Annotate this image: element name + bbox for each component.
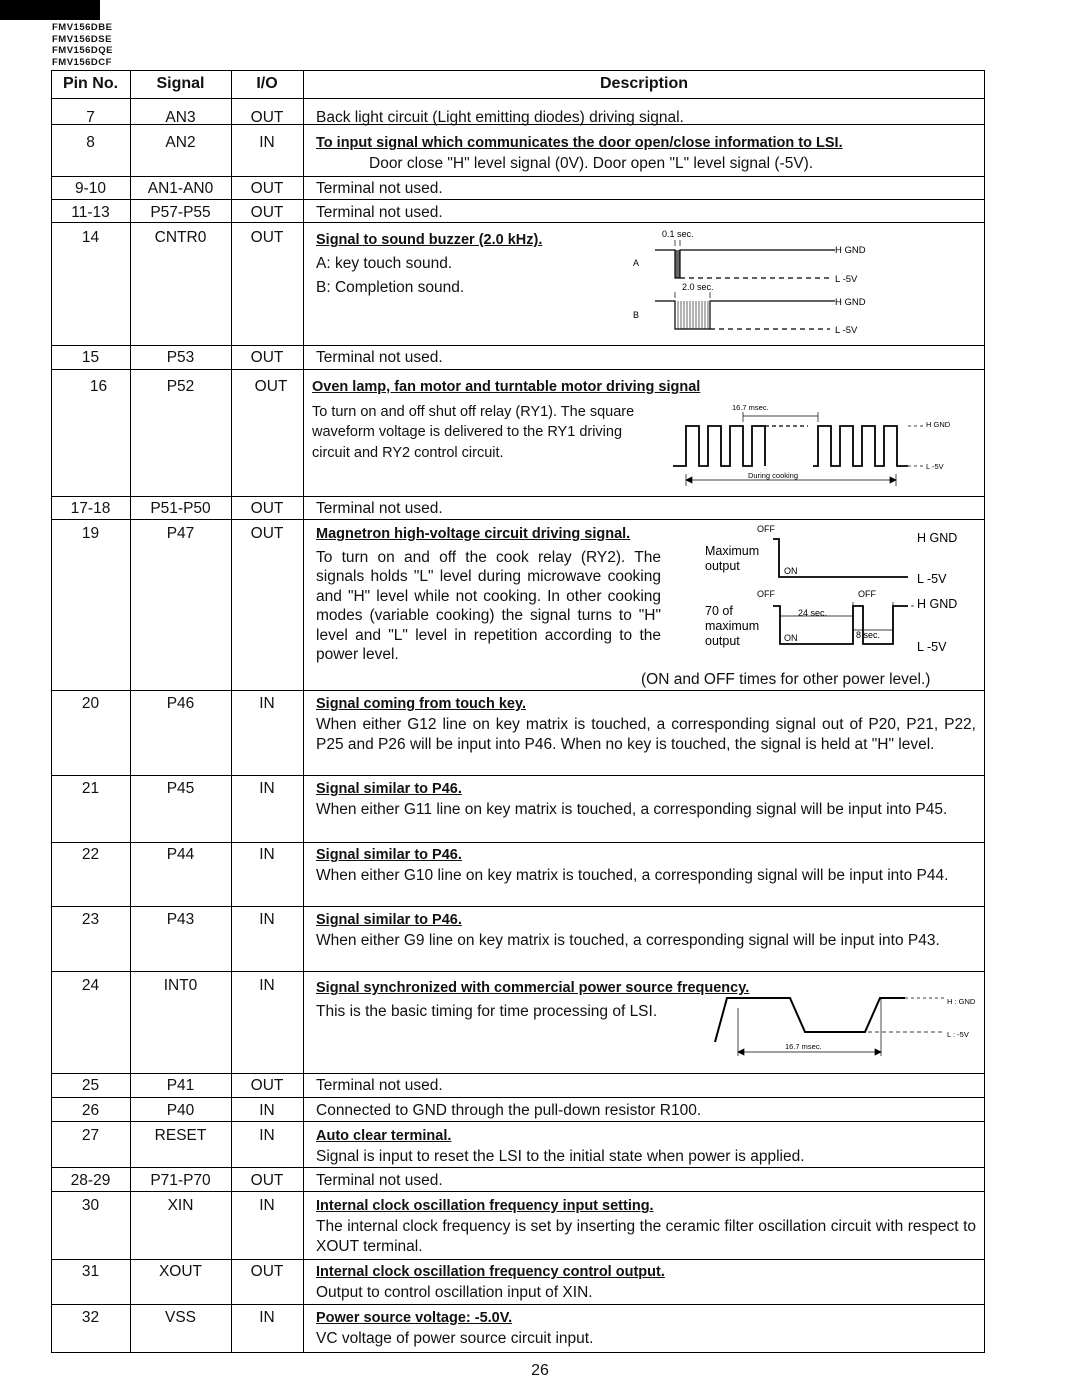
description-text: A: key touch sound. xyxy=(316,255,453,272)
off-label: OFF xyxy=(858,589,876,599)
description-title: To input signal which communicates the door open/close information to LSI. xyxy=(316,135,843,151)
description-title: Signal coming from touch key. xyxy=(316,696,527,712)
io-direction: IN xyxy=(259,1197,275,1214)
description-title: Oven lamp, fan motor and turntable motor driving signal xyxy=(312,379,701,395)
pin-number: 32 xyxy=(81,1309,100,1326)
description-title: Auto clear terminal. xyxy=(316,1128,452,1144)
level-l-5v: L : -5V xyxy=(947,1030,969,1039)
io-direction: IN xyxy=(259,1309,275,1326)
row-divider xyxy=(51,906,985,907)
signal-name: P71-P70 xyxy=(150,1172,211,1189)
row-divider xyxy=(51,369,985,370)
signal-name: P51-P50 xyxy=(150,500,211,517)
signal-name: P46 xyxy=(166,695,195,712)
io-direction: OUT xyxy=(250,229,284,246)
signal-name: P57-P55 xyxy=(150,204,211,221)
model-code: FMV156DBE xyxy=(52,22,113,33)
row-divider xyxy=(51,345,985,346)
description-text: When either G12 line on key matrix is touched, a corresponding signal out of P20, P21, P22, P25 and P26 will be input into P46. When no key is touched, the signal is held at "H" level. xyxy=(316,715,976,753)
pin-number: 31 xyxy=(81,1263,100,1280)
pin-number: 7 xyxy=(86,109,95,126)
description-text: Connected to GND through the pull-down resistor R100. xyxy=(316,1102,702,1119)
description-text: Back light circuit (Light emitting diodes) driving signal. xyxy=(316,109,684,126)
off-label: OFF xyxy=(757,524,775,534)
off-label: OFF xyxy=(757,589,775,599)
model-list xyxy=(52,22,113,68)
level-h-gnd: H GND xyxy=(835,297,866,308)
description-title: Signal similar to P46. xyxy=(316,912,462,928)
description-title: Magnetron high-voltage circuit driving signal. xyxy=(316,526,631,542)
io-direction: IN xyxy=(259,134,275,151)
pin-number: 11-13 xyxy=(71,204,110,221)
on-label: ON xyxy=(784,633,798,643)
signal-name: INT0 xyxy=(163,977,198,994)
pin-number: 8 xyxy=(86,134,95,151)
io-direction: OUT xyxy=(254,378,288,395)
duration-24-label: 24 sec. xyxy=(798,608,828,618)
level-l-5v: L -5V xyxy=(835,325,858,336)
io-direction: OUT xyxy=(250,500,284,517)
maximum-label: maximum xyxy=(705,619,760,633)
io-direction: IN xyxy=(259,846,275,863)
model-code: FMV156DCF xyxy=(52,56,112,68)
column-divider xyxy=(303,70,304,1353)
oven-during-cooking-label: During cooking xyxy=(748,471,799,480)
row-divider xyxy=(51,1167,985,1168)
io-direction: OUT xyxy=(250,1263,284,1280)
io-direction: OUT xyxy=(250,1077,284,1094)
int0-period-label: 16.7 msec. xyxy=(785,1042,822,1051)
level-h-gnd: H GND xyxy=(926,420,951,429)
row-divider xyxy=(51,1304,985,1305)
description-text: Terminal not used. xyxy=(316,349,443,366)
buzzer-label-b: B xyxy=(633,310,640,320)
pin-number: 22 xyxy=(81,846,100,863)
description-text: To turn on and off the cook relay (RY2). The signals holds "L" level during microwave cooking and "H" level while not cooking. In other cooking modes (variable cooking) the signal turns to "H" level and "L" level in repetition according to the power level. xyxy=(316,548,661,663)
description-text: Terminal not used. xyxy=(316,204,443,221)
description-title: Signal to sound buzzer (2.0 kHz). xyxy=(316,232,543,248)
row-divider xyxy=(51,775,985,776)
io-direction: IN xyxy=(259,1127,275,1144)
level-l-5v: L -5V xyxy=(917,640,947,654)
pin-number: 21 xyxy=(81,780,100,797)
description-title: Signal similar to P46. xyxy=(316,781,462,797)
pin-number: 9-10 xyxy=(74,180,107,197)
model-code: FMV156DQE xyxy=(52,45,113,56)
pin-number: 19 xyxy=(81,525,100,542)
description-text: VC voltage of power source circuit input. xyxy=(316,1329,594,1347)
description-title: Internal clock oscillation frequency control output. xyxy=(316,1264,665,1280)
int0-waveform-diagram xyxy=(705,990,980,1056)
pin-number: 17-18 xyxy=(70,500,111,517)
output-label: output xyxy=(705,634,740,648)
header-pin: Pin No. xyxy=(62,75,119,92)
row-divider xyxy=(51,1259,985,1260)
description-text: Terminal not used. xyxy=(316,180,443,197)
description-text: The internal clock frequency is set by inserting the ceramic filter oscillation circuit with respect to XOUT terminal. xyxy=(316,1217,976,1255)
row-divider xyxy=(51,496,985,497)
signal-name: AN1-AN0 xyxy=(147,180,214,197)
row-divider xyxy=(51,971,985,972)
description-text: To turn on and off shut off relay (RY1). The square waveform voltage is delivered to the RY1 driving circuit and RY2 control circuit. xyxy=(312,403,635,461)
oven-period-label: 16.7 msec. xyxy=(732,403,769,412)
description-text: When either G9 line on key matrix is touched, a corresponding signal will be input into P43. xyxy=(316,931,940,949)
signal-name: P43 xyxy=(166,911,195,928)
pin-number: 23 xyxy=(81,911,100,928)
header-description: Description xyxy=(599,75,688,92)
level-l-5v: L -5V xyxy=(917,572,947,586)
duration-8-label: 8 sec. xyxy=(856,630,881,640)
level-l-5v: L -5V xyxy=(926,462,944,471)
signal-name: XOUT xyxy=(158,1263,203,1280)
row-divider xyxy=(51,1097,985,1098)
description-text: Terminal not used. xyxy=(316,1077,443,1094)
page-number: 26 xyxy=(531,1362,549,1379)
pin-number: 24 xyxy=(81,977,100,994)
output-label: output xyxy=(705,559,740,573)
maximum-label: Maximum xyxy=(705,544,760,558)
row-divider xyxy=(51,690,985,691)
description-text: B: Completion sound. xyxy=(316,279,465,296)
signal-name: RESET xyxy=(154,1127,207,1144)
pin-number: 15 xyxy=(81,349,100,366)
model-code: FMV156DSE xyxy=(52,33,112,45)
signal-name: P44 xyxy=(166,846,195,863)
signal-name: P52 xyxy=(166,378,195,395)
buzzer-waveform-diagram xyxy=(620,226,890,338)
pin-number: 28-29 xyxy=(70,1172,111,1189)
signal-name: P47 xyxy=(166,525,195,542)
signal-name: VSS xyxy=(164,1309,196,1326)
buzzer-time-a: 0.1 sec. xyxy=(662,229,694,239)
level-h-gnd: H : GND xyxy=(947,997,976,1006)
pin-number: 25 xyxy=(81,1077,100,1094)
description-text: Output to control oscillation input of XIN. xyxy=(316,1283,593,1301)
description-text: Signal is input to reset the LSI to the initial state when power is applied. xyxy=(316,1147,805,1165)
pin-number: 20 xyxy=(81,695,100,712)
on-label: ON xyxy=(784,566,798,576)
description-text: When either G10 line on key matrix is touched, a corresponding signal will be input into P44. xyxy=(316,866,949,884)
signal-name: P53 xyxy=(166,349,195,366)
description-title: Signal similar to P46. xyxy=(316,847,462,863)
description-title: Internal clock oscillation frequency input setting. xyxy=(316,1198,654,1214)
io-direction: OUT xyxy=(250,349,284,366)
level-h-gnd: H GND xyxy=(917,597,958,611)
io-direction: IN xyxy=(259,977,275,994)
corner-black-bar xyxy=(0,0,100,20)
magnetron-waveform-diagram xyxy=(703,520,978,658)
io-direction: OUT xyxy=(250,109,284,126)
description-text: Terminal not used. xyxy=(316,500,443,517)
description-title: Power source voltage: -5.0V. xyxy=(316,1310,513,1326)
level-h-gnd: H GND xyxy=(917,531,958,545)
buzzer-label-a: A xyxy=(633,258,640,268)
description-title: Signal synchronized with commercial power source frequency. xyxy=(316,980,750,996)
oven-lamp-waveform-diagram xyxy=(668,398,970,490)
row-divider xyxy=(51,1073,985,1074)
level-h-gnd: H GND xyxy=(835,245,866,256)
io-direction: IN xyxy=(259,780,275,797)
pin-number: 26 xyxy=(81,1102,100,1119)
io-direction: IN xyxy=(259,911,275,928)
io-direction: OUT xyxy=(250,204,284,221)
pin-number: 16 xyxy=(89,378,108,395)
signal-name: CNTR0 xyxy=(154,229,207,246)
signal-name: AN3 xyxy=(165,109,196,126)
description-text: When either G11 line on key matrix is touched, a corresponding signal will be input into P45. xyxy=(316,800,948,818)
description-text: This is the basic timing for time processing of LSI. xyxy=(316,1003,658,1020)
signal-name: P40 xyxy=(166,1102,195,1119)
pin-number: 14 xyxy=(81,229,100,246)
header-signal: Signal xyxy=(156,75,205,92)
signal-name: P45 xyxy=(166,780,195,797)
description-text: Terminal not used. xyxy=(316,1172,443,1189)
row-divider xyxy=(51,842,985,843)
buzzer-time-b: 2.0 sec. xyxy=(682,282,714,292)
pin-number: 27 xyxy=(81,1127,100,1144)
io-direction: OUT xyxy=(250,1172,284,1189)
percent-of-label: 70 of xyxy=(705,604,733,618)
level-l-5v: L -5V xyxy=(835,274,858,285)
io-direction: IN xyxy=(259,1102,275,1119)
pin-number: 30 xyxy=(81,1197,100,1214)
signal-name: AN2 xyxy=(165,134,196,151)
io-direction: IN xyxy=(259,695,275,712)
description-note: (ON and OFF times for other power level.) xyxy=(641,671,931,688)
signal-name: XIN xyxy=(167,1197,194,1214)
header-divider xyxy=(51,98,985,99)
header-io: I/O xyxy=(256,75,278,92)
signal-name: P41 xyxy=(166,1077,195,1094)
description-text: Door close "H" level signal (0V). Door open "L" level signal (-5V). xyxy=(369,154,814,172)
io-direction: OUT xyxy=(250,525,284,542)
io-direction: OUT xyxy=(250,180,284,197)
row-divider xyxy=(51,176,985,177)
